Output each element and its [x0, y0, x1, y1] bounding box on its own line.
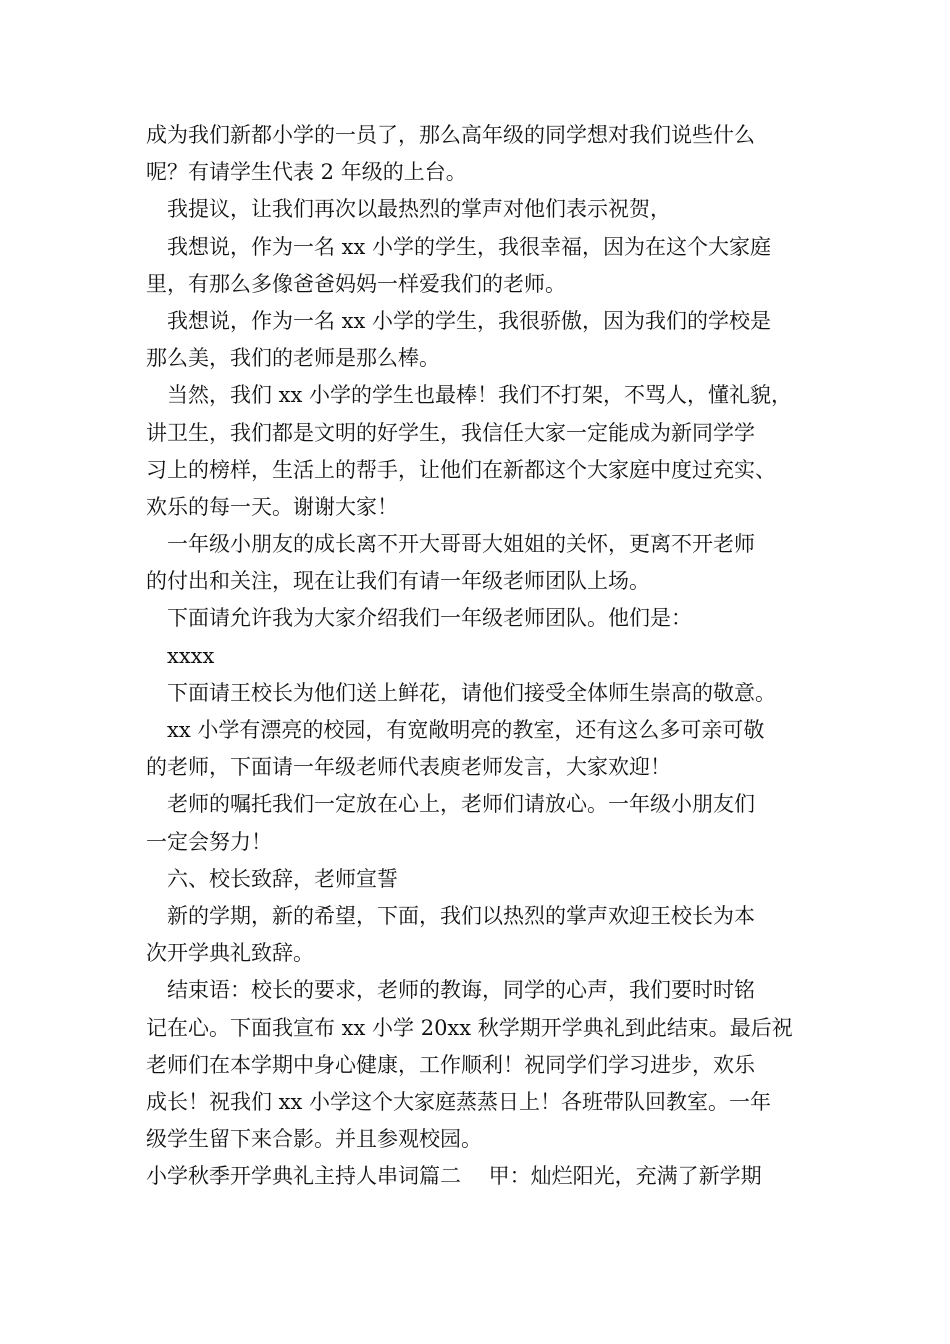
paragraph-line: xx 小学有漂亮的校园，有宽敞明亮的教室，还有这么多可亲可敬: [167, 718, 765, 742]
paragraph: [146, 972, 826, 1158]
paragraph: [146, 526, 826, 600]
paragraph-line: 讲卫生，我们都是文明的好学生，我信任大家一定能成为新同学学: [146, 420, 755, 445]
paragraph-line: 成为我们新都小学的一员了，那么高年级的同学想对我们说些什么: [146, 123, 755, 147]
paragraph-line: 六、校长致辞，老师宣誓: [167, 866, 398, 891]
paragraph-line: 的老师，下面请一年级老师代表庾老师发言，大家欢迎！: [146, 755, 671, 780]
paragraph-line: 新的学期，新的希望，下面，我们以热烈的掌声欢迎王校长为本: [167, 903, 755, 928]
paragraph: [146, 1158, 826, 1195]
paragraph: [146, 675, 826, 712]
paragraph: [146, 638, 826, 675]
paragraph-line: 里，有那么多像爸爸妈妈一样爱我们的老师。: [146, 271, 566, 296]
paragraph: [146, 303, 826, 377]
paragraph-line: 欢乐的每一天。谢谢大家！: [146, 494, 398, 519]
paragraph-line: 我想说，作为一名 xx 小学的学生，我很骄傲，因为我们的学校是: [167, 308, 772, 333]
paragraph-line: 级学生留下来合影。并且参观校园。: [146, 1127, 482, 1152]
paragraph-line: 当然，我们 xx 小学的学生也最棒！我们不打架，不骂人，懂礼貌，: [167, 383, 793, 408]
paragraph: [146, 229, 826, 303]
paragraph-line: 成长！祝我们 xx 小学这个大家庭蒸蒸日上！各班带队回教室。一年: [146, 1089, 772, 1114]
paragraph-line: 那么美，我们的老师是那么棒。: [146, 346, 440, 371]
document-body: [146, 117, 826, 1195]
paragraph: [146, 117, 826, 191]
paragraph-line: 老师的嘱托我们一定放在心上，老师们请放心。一年级小朋友们: [167, 792, 755, 817]
paragraph-line: 呢？有请学生代表 2 年级的上台。: [146, 160, 467, 185]
paragraph-line: 下面请允许我为大家介绍我们一年级老师团队。他们是：: [167, 606, 692, 631]
paragraph-line: 一定会努力！: [146, 829, 272, 854]
paragraph-line: 次开学典礼致辞。: [146, 941, 314, 966]
paragraph-line: xxxx: [167, 643, 215, 668]
paragraph: [146, 600, 826, 637]
paragraph-line: 下面请王校长为他们送上鲜花，请他们接受全体师生崇高的敬意。: [167, 680, 776, 705]
paragraph-line: 的付出和关注，现在让我们有请一年级老师团队上场。: [146, 569, 650, 594]
paragraph-line: 习上的榜样，生活上的帮手，让他们在新都这个大家庭中度过充实、: [146, 457, 776, 482]
paragraph-line: 小学秋季开学典礼主持人串词篇二 甲：灿烂阳光，充满了新学期: [146, 1164, 762, 1189]
paragraph-line: 我提议，让我们再次以最热烈的掌声对他们表示祝贺，: [167, 197, 671, 222]
paragraph: [146, 786, 826, 860]
paragraph-line: 结束语：校长的要求，老师的教诲，同学的心声，我们要时时铭: [167, 978, 755, 1003]
paragraph: [146, 861, 826, 898]
paragraph-line: 记在心。下面我宣布 xx 小学 20xx 秋学期开学典礼到此结束。最后祝: [146, 1015, 793, 1040]
paragraph-line: 一年级小朋友的成长离不开大哥哥大姐姐的关怀，更离不开老师: [167, 532, 755, 557]
paragraph: [146, 712, 826, 786]
paragraph: [146, 191, 826, 228]
paragraph: [146, 377, 826, 526]
paragraph-line: 老师们在本学期中身心健康，工作顺利！祝同学们学习进步，欢乐: [146, 1052, 755, 1077]
paragraph-line: 我想说，作为一名 xx 小学的学生，我很幸福，因为在这个大家庭: [167, 234, 772, 259]
paragraph: [146, 898, 826, 972]
